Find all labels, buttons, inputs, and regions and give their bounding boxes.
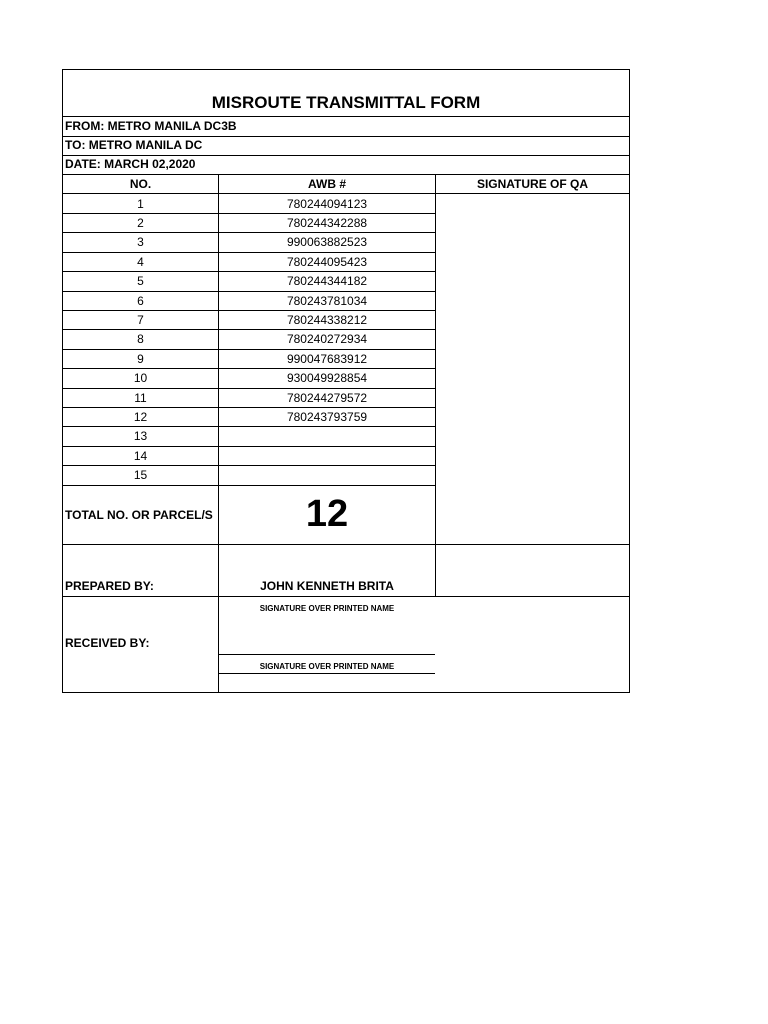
awb-number: 780244279572 [286, 390, 368, 405]
column-divider [435, 174, 436, 597]
row-number: 13 [133, 429, 148, 444]
misroute-transmittal-form [62, 69, 630, 693]
row-number: 5 [137, 274, 144, 289]
total-label: TOTAL NO. OR PARCEL/S [65, 507, 213, 522]
awb-number: 780244344182 [286, 274, 368, 289]
to-field: TO: METRO MANILA DC [65, 138, 203, 152]
awb-number: 780244095423 [286, 254, 368, 269]
column-header-no: NO. [129, 176, 152, 191]
received-signature-caption: SIGNATURE OVER PRINTED NAME [259, 661, 395, 671]
awb-number: 990063882523 [286, 235, 368, 250]
row-number: 7 [137, 313, 144, 328]
column-header-awb: AWB # [307, 176, 346, 191]
prepared-signature-caption: SIGNATURE OVER PRINTED NAME [259, 603, 395, 613]
awb-number: 930049928854 [286, 371, 368, 386]
received-by-label: RECEIVED BY: [65, 636, 150, 650]
awb-number: 780243793759 [286, 410, 368, 425]
column-divider [218, 174, 219, 693]
awb-number [219, 466, 435, 485]
awb-number: 780240272934 [286, 332, 368, 347]
date-field: DATE: MARCH 02,2020 [65, 157, 196, 171]
divider [63, 596, 629, 597]
from-field: FROM: METRO MANILA DC3B [65, 119, 237, 133]
row-number: 11 [134, 390, 147, 405]
column-header-signature: SIGNATURE OF QA [476, 176, 589, 191]
row-number: 1 [137, 196, 144, 211]
prepared-by-label: PREPARED BY: [65, 579, 154, 593]
row-number: 6 [137, 293, 144, 308]
awb-number [219, 446, 435, 465]
signature-line [218, 654, 435, 655]
total-value: 12 [305, 493, 349, 535]
divider [63, 544, 629, 545]
awb-number: 780244338212 [286, 313, 368, 328]
prepared-by-name: JOHN KENNETH BRITA [260, 579, 394, 593]
signature-line [218, 673, 435, 674]
awb-number: 990047683912 [286, 351, 368, 366]
row-number: 9 [137, 351, 144, 366]
awb-number: 780243781034 [286, 293, 368, 308]
row-number: 14 [133, 448, 148, 463]
form-title: MISROUTE TRANSMITTAL FORM [211, 93, 481, 112]
row-number: 10 [133, 371, 148, 386]
awb-number: 780244342288 [286, 216, 368, 231]
row-number: 15 [133, 468, 148, 483]
row-number: 8 [137, 332, 144, 347]
awb-number [219, 427, 435, 446]
row-number: 4 [137, 254, 144, 269]
row-number: 3 [137, 235, 144, 250]
row-number: 12 [133, 410, 148, 425]
awb-number: 780244094123 [286, 196, 368, 211]
row-number: 2 [137, 216, 144, 231]
